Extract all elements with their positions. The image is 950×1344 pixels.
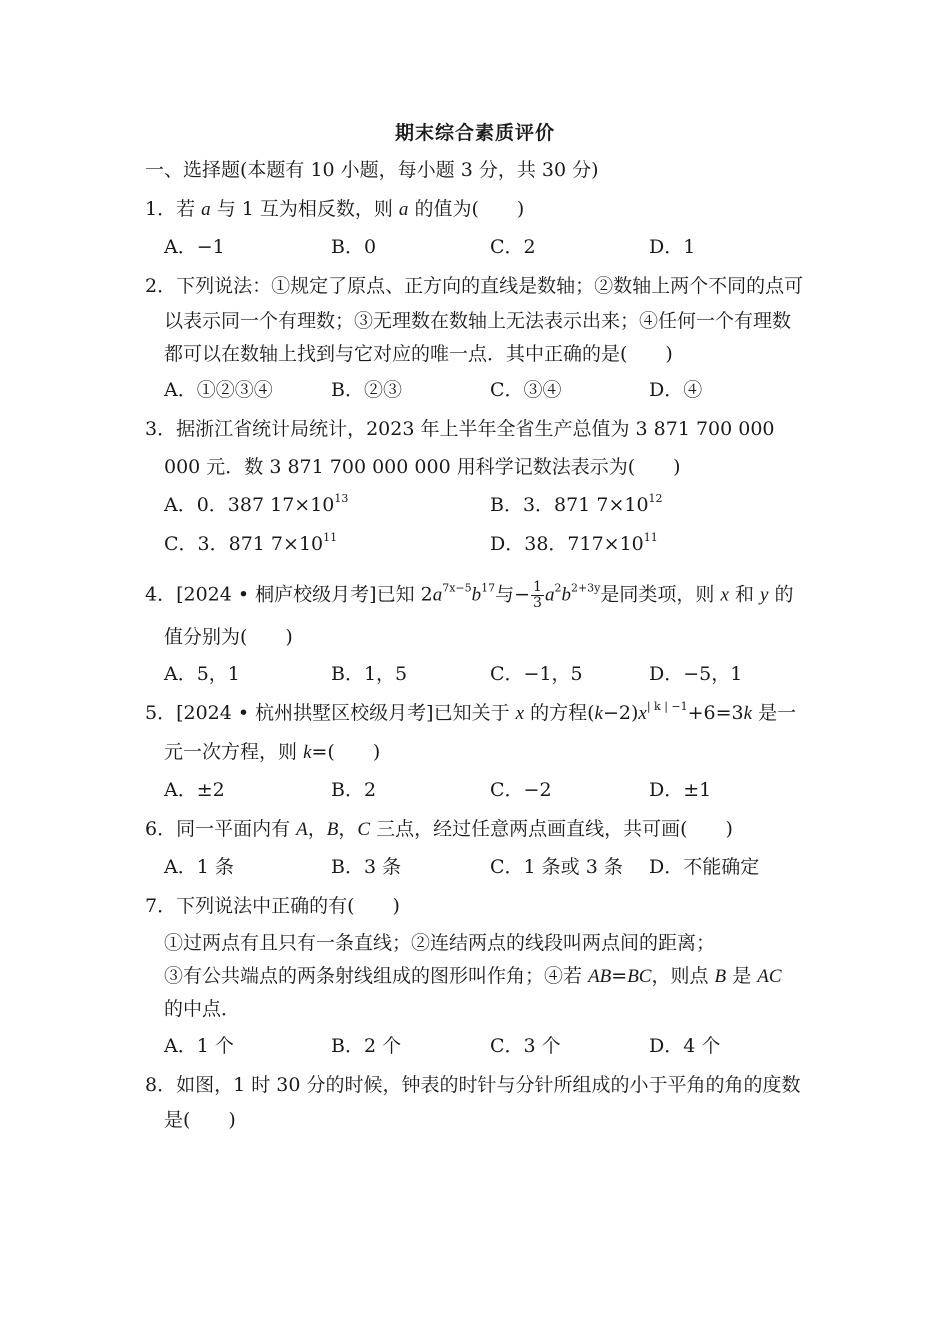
q6-option-d: D．不能确定 <box>649 856 760 878</box>
question-7-line-3: ③有公共端点的两条射线组成的图形叫作角；④若 AB=BC，则点 B 是 AC <box>164 965 782 987</box>
question-2-line-2: 以表示同一个有理数；③无理数在数轴上无法表示出来；④任何一个有理数 <box>164 310 792 332</box>
question-6: 6．同一平面内有 A，B，C 三点，经过任意两点画直线，共可画( ) <box>145 818 733 840</box>
q6-option-b: B．3 条 <box>331 856 402 878</box>
question-5-line-1: 5．[2024 • 杭州拱墅区校级月考]已知关于 x 的方程$(k-2)x^{| k | -1}+6=3k$ 是一 <box>145 700 797 724</box>
question-3-line-2: 000 元．数 3 871 700 000 000 用科学记数法表示为( ) <box>164 456 681 478</box>
q2-option-d: D．④ <box>649 379 703 401</box>
question-8-line-1: 8．如图，1 时 30 分的时候，钟表的时针与分针所组成的小于平角的角的度数 <box>145 1074 801 1096</box>
question-3-line-1: 3．据浙江省统计局统计，2023 年上半年全省生产总值为 3 871 700 000 <box>145 418 775 440</box>
q4-source: [2024 • 桐庐校级月考] <box>176 583 377 606</box>
fraction-one-third: $\frac{1}{3}$ <box>533 579 542 611</box>
section-heading: 一、选择题(本题有 10 小题，每小题 3 分，共 30 分) <box>145 159 599 181</box>
question-2-line-1: 2．下列说法：①规定了原点、正方向的直线是数轴；②数轴上两个不同的点可 <box>145 275 804 297</box>
q5-option-a: A．±2 <box>164 779 225 801</box>
q2-option-c: C．③④ <box>490 379 562 401</box>
q4-option-b: B．1，5 <box>331 663 408 685</box>
question-4-line-2: 值分别为( ) <box>164 626 293 648</box>
q1-option-b: B．0 <box>331 236 377 258</box>
q5-source: [2024 • 杭州拱墅区校级月考] <box>176 702 434 724</box>
q3-option-c: C．3．871 $7\times 10^{11}$ <box>164 531 338 555</box>
q7-option-b: B．2 个 <box>331 1035 402 1057</box>
q5-option-d: D．±1 <box>649 779 712 801</box>
q5-option-b: B．2 <box>331 779 377 801</box>
q3-option-d: D．38．$717\times 10^{11}$ <box>490 531 658 555</box>
q7-option-a: A．1 个 <box>164 1035 234 1057</box>
q1-option-c: C．2 <box>490 236 536 258</box>
q3-option-b: B．3．871 $7\times 10^{12}$ <box>490 492 663 516</box>
question-4-line-1: 4．[2024 • 桐庐校级月考]已知 $2a^{7x-5}b^{17}$与− $\frac{1}{3}$ $a^2b^{2+3y}$是同类项，则 x 和 y 的 <box>145 579 794 611</box>
q4-option-d: D．−5，1 <box>649 663 743 685</box>
page-title: 期末综合素质评价 <box>394 122 555 144</box>
question-8-line-2: 是( ) <box>164 1109 236 1131</box>
q1-option-a: A．−1 <box>164 236 225 258</box>
q4-option-c: C．−1，5 <box>490 663 583 685</box>
question-5-line-2: 元一次方程，则 k=( ) <box>164 741 381 763</box>
question-7-line-1: 7．下列说法中正确的有( ) <box>145 895 400 917</box>
q7-option-d: D．4 个 <box>649 1035 721 1057</box>
q1-option-d: D．1 <box>649 236 696 258</box>
question-2-line-3: 都可以在数轴上找到与它对应的唯一点．其中正确的是( ) <box>164 343 673 365</box>
q7-option-c: C．3 个 <box>490 1035 561 1057</box>
q2-option-b: B．②③ <box>331 379 402 401</box>
q6-option-c: C．1 条或 3 条 <box>490 856 623 878</box>
question-7-line-2: ①过两点有且只有一条直线；②连结两点的线段叫两点间的距离； <box>164 932 716 954</box>
q4-option-a: A．5，1 <box>164 663 240 685</box>
q2-option-a: A．①②③④ <box>164 379 273 401</box>
q6-option-a: A．1 条 <box>164 856 234 878</box>
q3-option-a: A．0．387 $17\times 10^{13}$ <box>164 492 349 516</box>
question-7-line-4: 的中点． <box>164 998 241 1020</box>
question-1: 1．若 a 与 1 互为相反数，则 a 的值为( ) <box>145 198 525 220</box>
q5-option-c: C．−2 <box>490 779 552 801</box>
